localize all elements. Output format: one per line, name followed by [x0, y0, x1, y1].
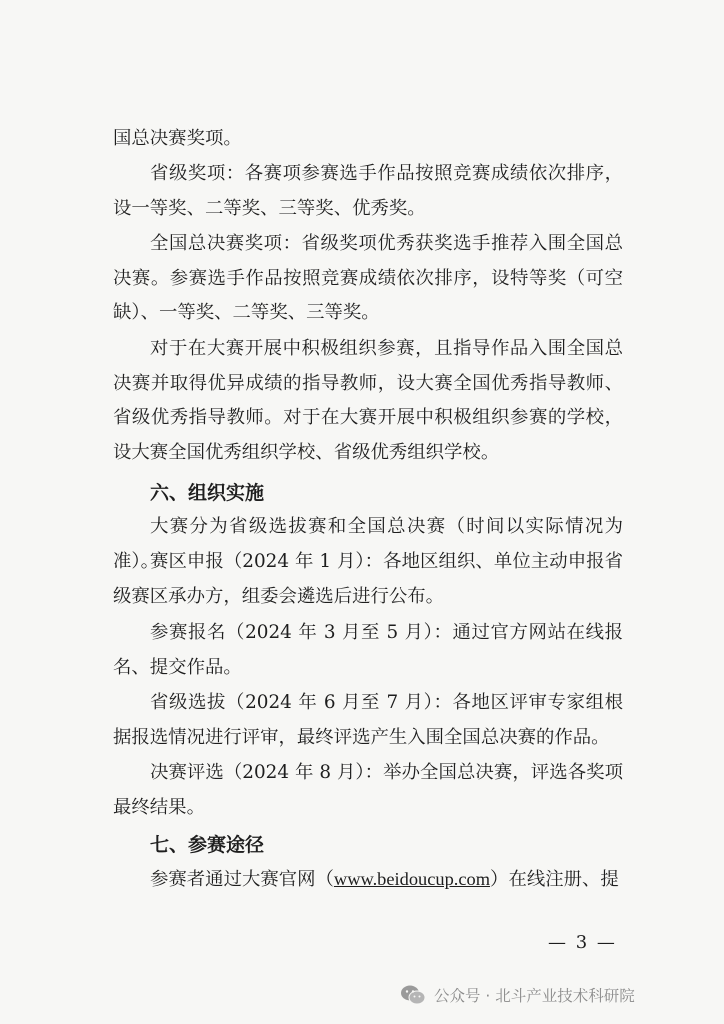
wechat-watermark: [400, 984, 635, 1006]
watermark-text: 公众号 · 北斗产业技术科研院: [434, 987, 635, 1005]
paragraph-participation-method: [113, 862, 623, 898]
paragraph-division-application: 赛区申报（2024 年 1 月）：各地区组织、单位主动申报省级赛区承办方，组委会遴选后进行公布。: [113, 551, 623, 607]
participation-text-before: 参赛者通过大赛官网（: [150, 869, 334, 890]
paragraph-provincial-awards: 省级奖项：各赛项参赛选手作品按照竞赛成绩依次排序，设一等奖、二等奖、三等奖、优秀奖。: [113, 163, 623, 219]
paragraph-registration: 参赛报名（2024 年 3 月至 5 月）：通过官方网站在线报名、提交作品。: [113, 622, 623, 678]
section-heading-organization: 六、组织实施: [150, 482, 265, 504]
section-heading-participation: 七、参赛途径: [150, 834, 265, 856]
wechat-icon: [400, 984, 426, 1006]
page-number: — 3 —: [548, 932, 617, 953]
paragraph-national-final-awards: 全国总决赛奖项：省级奖项优秀获奖选手推荐入围全国总决赛。参赛选手作品按照竞赛成绩依次排序，设特等奖（可空缺）、一等奖、二等奖、三等奖。: [113, 233, 623, 323]
paragraph-provincial-selection: 省级选拔（2024 年 6 月至 7 月）：各地区评审专家组根据报选情况进行评审，最终评选产生入围全国总决赛的作品。: [113, 692, 623, 748]
paragraph-national-final-awards-tail: 国总决赛奖项。: [113, 128, 242, 149]
paragraph-final-evaluation: 决赛评选（2024 年 8 月）：举办全国总决赛，评选各奖项最终结果。: [113, 762, 623, 818]
paragraph-teacher-school-awards: 对于在大赛开展中积极组织参赛，且指导作品入围全国总决赛并取得优异成绩的指导教师，设大赛全国优秀指导教师、省级优秀指导教师。对于在大赛开展中积极组织参赛的学校，设大赛全国优秀组织学校、省级优秀组织学校。: [113, 338, 623, 463]
participation-text-after: ）在线注册、提: [490, 869, 619, 890]
paragraph-competition-stages: 大赛分为省级选拔赛和全国总决赛（时间以实际情况为准）。: [113, 516, 623, 572]
official-website-link[interactable]: www.beidoucup.com: [333, 869, 491, 889]
